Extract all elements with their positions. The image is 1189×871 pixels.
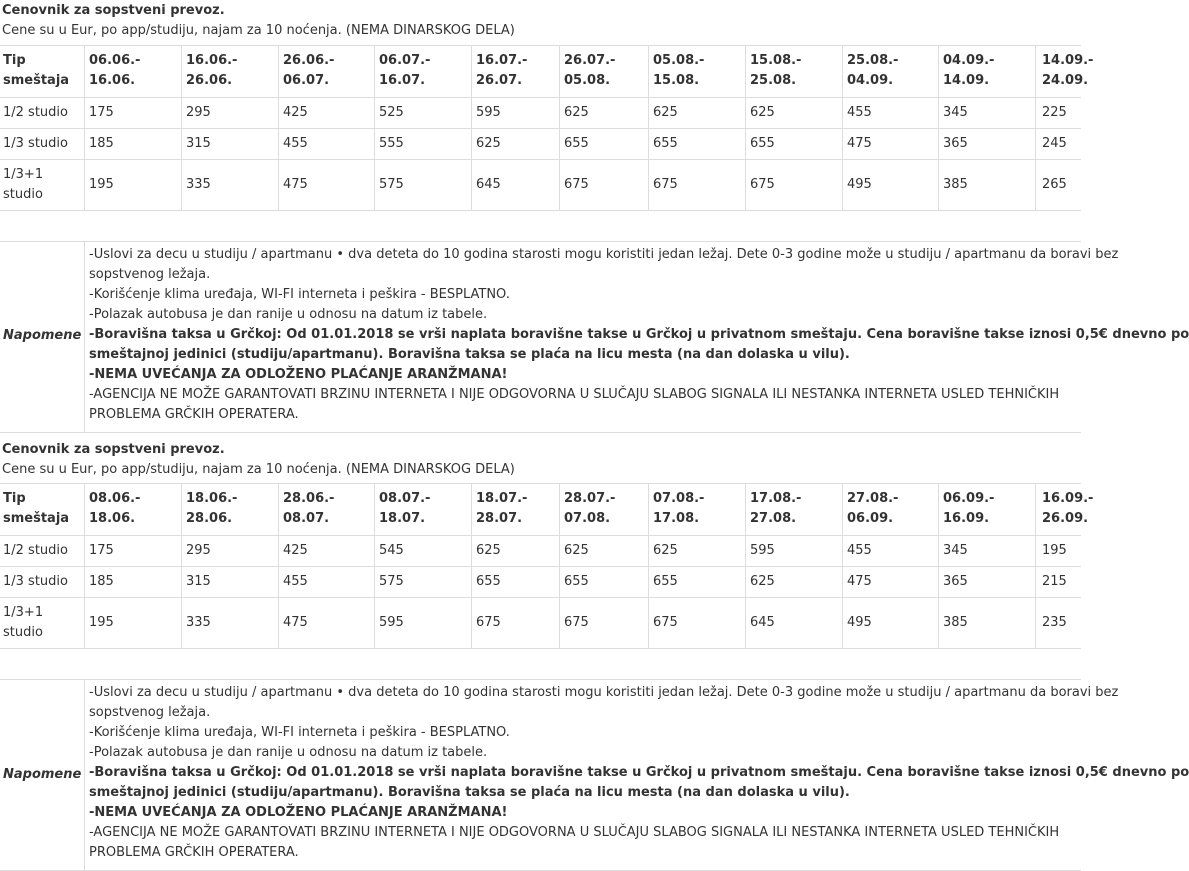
price-cell: 625: [653, 104, 678, 120]
header-date-range: 15.08.: [653, 73, 700, 88]
price-cell: 215: [1042, 573, 1067, 589]
price-cell: 365: [943, 573, 968, 589]
notes-line: -Korišćenje klima uređaja, WI-FI interneta i peškira - BESPLATNO.: [89, 287, 510, 302]
notes-line: -Uslovi za decu u studiju / apartmanu • dva deteta do 10 godina starosti mogu koristiti jedan ležaj. Dete 0-3 godine može u studiju / apartmanu da boravi bez: [89, 685, 1119, 700]
notes-label: Napomene: [3, 328, 82, 343]
notes-column-rule: [84, 679, 85, 870]
price-cell: 475: [283, 176, 308, 192]
header-date-range: 06.09.-: [943, 491, 995, 506]
header-accommodation-type: Tip: [3, 53, 26, 68]
room-type: studio: [3, 186, 43, 202]
price-cell: 675: [476, 614, 501, 630]
price-cell: 425: [283, 542, 308, 558]
price-cell: 185: [89, 135, 114, 151]
table-rule: [0, 210, 1081, 211]
header-date-range: 16.07.: [379, 73, 426, 88]
price-cell: 345: [943, 104, 968, 120]
price-cell: 545: [379, 542, 404, 558]
notes-line: -NEMA UVEĆANJA ZA ODLOŽENO PLAĆANJE ARANŽMANA!: [89, 805, 508, 820]
header-date-range: 26.07.-: [564, 53, 616, 68]
price-cell: 655: [653, 135, 678, 151]
table-subtitle: Cene su u Eur, po app/studiju, najam za 10 noćenja. (NEMA DINARSKOG DELA): [2, 23, 515, 38]
header-date-range: 18.07.: [379, 511, 426, 526]
header-date-range: 08.06.-: [89, 491, 141, 506]
price-cell: 295: [186, 104, 211, 120]
price-cell: 455: [283, 573, 308, 589]
price-cell: 675: [653, 614, 678, 630]
header-date-range: 28.06.-: [283, 491, 335, 506]
notes-line: sopstvenog ležaja.: [89, 705, 211, 720]
header-date-range: 17.08.-: [750, 491, 802, 506]
price-cell: 495: [847, 614, 872, 630]
table-title: Cenovnik za sopstveni prevoz.: [2, 442, 225, 457]
table-column-rule: [278, 45, 279, 210]
header-date-range: 18.07.-: [476, 491, 528, 506]
header-date-range: 16.07.-: [476, 53, 528, 68]
table-subtitle: Cene su u Eur, po app/studiju, najam za 10 noćenja. (NEMA DINARSKOG DELA): [2, 462, 515, 477]
price-cell: 625: [476, 542, 501, 558]
header-date-range: 26.06.-: [283, 53, 335, 68]
table-rule: [0, 159, 1081, 160]
header-date-range: 16.09.: [943, 511, 990, 526]
table-column-rule: [84, 45, 85, 210]
table-column-rule: [938, 483, 939, 648]
price-cell: 245: [1042, 135, 1067, 151]
table-column-rule: [1035, 45, 1036, 210]
table-column-rule: [559, 45, 560, 210]
price-cell: 645: [476, 176, 501, 192]
table-column-rule: [648, 45, 649, 210]
price-cell: 425: [283, 104, 308, 120]
notes-rule: [0, 241, 1081, 242]
room-type: studio: [3, 624, 43, 640]
price-cell: 315: [186, 573, 211, 589]
header-date-range: 28.06.: [186, 511, 233, 526]
price-cell: 455: [847, 542, 872, 558]
header-date-range: 14.09.: [943, 73, 990, 88]
price-cell: 265: [1042, 176, 1067, 192]
table-rule: [0, 483, 1081, 484]
header-date-range: 27.08.-: [847, 491, 899, 506]
header-date-range: 18.06.-: [186, 491, 238, 506]
price-cell: 625: [476, 135, 501, 151]
header-date-range: 16.06.: [89, 73, 136, 88]
notes-line: -Boravišna taksa u Grčkoj: Od 01.01.2018 se vrši naplata boravišne takse u Grčkoj u privatnom smeštaju. Cena boravišne takse iznosi 0,5€ dnevno po: [89, 765, 1189, 780]
table-column-rule: [938, 45, 939, 210]
price-cell: 595: [379, 614, 404, 630]
price-cell: 195: [89, 614, 114, 630]
header-date-range: 05.08.: [564, 73, 611, 88]
notes-column-rule: [84, 241, 85, 432]
notes-line: PROBLEMA GRČKIH OPERATERA.: [89, 407, 299, 422]
price-cell: 625: [564, 104, 589, 120]
price-cell: 345: [943, 542, 968, 558]
table-rule: [0, 597, 1081, 598]
notes-line: -Boravišna taksa u Grčkoj: Od 01.01.2018 se vrši naplata boravišne takse u Grčkoj u privatnom smeštaju. Cena boravišne takse iznosi 0,5€ dnevno po: [89, 327, 1189, 342]
header-date-range: 17.08.: [653, 511, 700, 526]
header-date-range: 04.09.: [847, 73, 894, 88]
price-cell: 595: [750, 542, 775, 558]
price-cell: 185: [89, 573, 114, 589]
table-column-rule: [1035, 483, 1036, 648]
header-date-range: 16.09.-: [1042, 491, 1094, 506]
table-column-rule: [471, 45, 472, 210]
price-cell: 645: [750, 614, 775, 630]
price-cell: 655: [564, 135, 589, 151]
price-cell: 655: [750, 135, 775, 151]
notes-line: -Korišćenje klima uređaja, WI-FI interneta i peškira - BESPLATNO.: [89, 725, 510, 740]
table-column-rule: [374, 483, 375, 648]
header-date-range: 07.08.: [564, 511, 611, 526]
price-cell: 625: [653, 542, 678, 558]
price-cell: 195: [1042, 542, 1067, 558]
header-date-range: 07.08.-: [653, 491, 705, 506]
price-cell: 335: [186, 176, 211, 192]
header-date-range: 06.07.: [283, 73, 330, 88]
notes-line: sopstvenog ležaja.: [89, 267, 211, 282]
header-date-range: 05.08.-: [653, 53, 705, 68]
header-date-range: 25.08.-: [847, 53, 899, 68]
price-cell: 225: [1042, 104, 1067, 120]
notes-label: Napomene: [3, 767, 82, 782]
header-date-range: 25.08.: [750, 73, 797, 88]
header-date-range: 06.06.-: [89, 53, 141, 68]
table-column-rule: [181, 45, 182, 210]
price-cell: 625: [750, 104, 775, 120]
header-date-range: 15.08.-: [750, 53, 802, 68]
price-cell: 475: [283, 614, 308, 630]
price-cell: 555: [379, 135, 404, 151]
header-date-range: 18.06.: [89, 511, 136, 526]
table-column-rule: [842, 45, 843, 210]
notes-content: [89, 245, 1189, 425]
table-rule: [0, 566, 1081, 567]
table-column-rule: [471, 483, 472, 648]
room-type: 1/2 studio: [3, 542, 68, 558]
table-rule: [0, 128, 1081, 129]
price-cell: 575: [379, 176, 404, 192]
table-column-rule: [745, 483, 746, 648]
price-cell: 595: [476, 104, 501, 120]
table-column-rule: [374, 45, 375, 210]
header-date-range: 08.07.-: [379, 491, 431, 506]
table-rule: [0, 648, 1081, 649]
price-cell: 455: [847, 104, 872, 120]
price-cell: 175: [89, 542, 114, 558]
price-cell: 625: [750, 573, 775, 589]
notes-line: -AGENCIJA NE MOŽE GARANTOVATI BRZINU INTERNETA I NIJE ODGOVORNA U SLUČAJU SLABOG SIGNALA ILI NESTANKA INTERNETA USLED TEHNIČKIH: [89, 387, 1060, 402]
header-date-range: 26.09.: [1042, 511, 1089, 526]
header-date-range: 08.07.: [283, 511, 330, 526]
price-cell: 195: [89, 176, 114, 192]
notes-line: -Polazak autobusa je dan ranije u odnosu na datum iz tabele.: [89, 307, 488, 322]
price-cell: 385: [943, 176, 968, 192]
table-column-rule: [84, 483, 85, 648]
header-date-range: 06.07.-: [379, 53, 431, 68]
table-column-rule: [745, 45, 746, 210]
header-date-range: 04.09.-: [943, 53, 995, 68]
notes-line: -NEMA UVEĆANJA ZA ODLOŽENO PLAĆANJE ARANŽMANA!: [89, 367, 508, 382]
price-cell: 675: [564, 176, 589, 192]
header-date-range: 28.07.-: [564, 491, 616, 506]
notes-line: PROBLEMA GRČKIH OPERATERA.: [89, 845, 299, 860]
notes-line: -Uslovi za decu u studiju / apartmanu • dva deteta do 10 godina starosti mogu koristiti jedan ležaj. Dete 0-3 godine može u studiju / apartmanu da boravi bez: [89, 247, 1119, 262]
price-cell: 495: [847, 176, 872, 192]
header-accommodation-type: smeštaja: [3, 73, 70, 88]
price-cell: 675: [564, 614, 589, 630]
notes-rule: [0, 432, 1081, 433]
price-cell: 175: [89, 104, 114, 120]
price-cell: 455: [283, 135, 308, 151]
header-date-range: 24.09.: [1042, 73, 1089, 88]
price-cell: 335: [186, 614, 211, 630]
price-cell: 295: [186, 542, 211, 558]
table-column-rule: [278, 483, 279, 648]
notes-line: smeštajnoj jedinici (studiju/apartmanu). Boravišna taksa se plaća na licu mesta (na dan dolaska u vilu).: [89, 785, 850, 800]
header-date-range: 26.06.: [186, 73, 233, 88]
room-type: 1/2 studio: [3, 104, 68, 120]
table-column-rule: [181, 483, 182, 648]
notes-line: smeštajnoj jedinici (studiju/apartmanu). Boravišna taksa se plaća na licu mesta (na dan dolaska u vilu).: [89, 347, 850, 362]
price-cell: 575: [379, 573, 404, 589]
room-type: 1/3 studio: [3, 573, 68, 589]
header-date-range: 06.09.: [847, 511, 894, 526]
price-cell: 385: [943, 614, 968, 630]
price-cell: 235: [1042, 614, 1067, 630]
header-date-range: 27.08.: [750, 511, 797, 526]
room-type: 1/3 studio: [3, 135, 68, 151]
table-column-rule: [648, 483, 649, 648]
header-date-range: 16.06.-: [186, 53, 238, 68]
price-cell: 475: [847, 573, 872, 589]
price-cell: 675: [750, 176, 775, 192]
table-rule: [0, 45, 1081, 46]
price-cell: 525: [379, 104, 404, 120]
price-cell: 655: [476, 573, 501, 589]
price-cell: 315: [186, 135, 211, 151]
room-type: 1/3+1: [3, 166, 44, 182]
table-title: Cenovnik za sopstveni prevoz.: [2, 3, 225, 18]
table-column-rule: [559, 483, 560, 648]
notes-line: -AGENCIJA NE MOŽE GARANTOVATI BRZINU INTERNETA I NIJE ODGOVORNA U SLUČAJU SLABOG SIGNALA ILI NESTANKA INTERNETA USLED TEHNIČKIH: [89, 825, 1060, 840]
table-column-rule: [842, 483, 843, 648]
notes-rule: [0, 679, 1081, 680]
header-accommodation-type: Tip: [3, 491, 26, 506]
price-cell: 675: [653, 176, 678, 192]
table-rule: [0, 97, 1081, 98]
table-rule: [0, 535, 1081, 536]
room-type: 1/3+1: [3, 604, 44, 620]
header-date-range: 14.09.-: [1042, 53, 1094, 68]
price-cell: 475: [847, 135, 872, 151]
price-cell: 365: [943, 135, 968, 151]
header-date-range: 26.07.: [476, 73, 523, 88]
price-cell: 655: [564, 573, 589, 589]
notes-line: -Polazak autobusa je dan ranije u odnosu na datum iz tabele.: [89, 745, 488, 760]
header-accommodation-type: smeštaja: [3, 511, 70, 526]
header-date-range: 28.07.: [476, 511, 523, 526]
notes-content: [89, 683, 1189, 863]
price-cell: 625: [564, 542, 589, 558]
price-cell: 655: [653, 573, 678, 589]
